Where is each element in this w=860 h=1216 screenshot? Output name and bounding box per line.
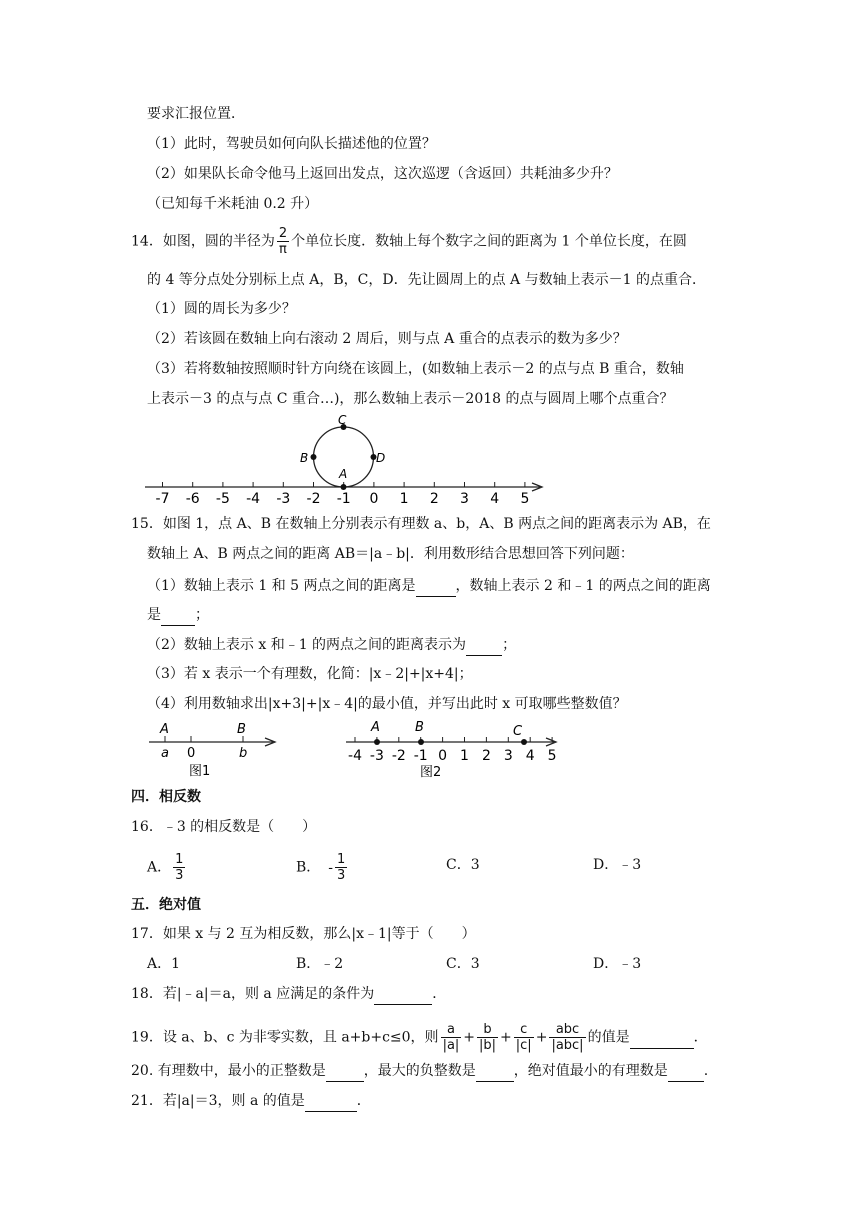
q18 xyxy=(131,984,446,1005)
figure-2-caption: 图2 xyxy=(420,765,442,780)
q19-end: ． xyxy=(693,1029,708,1046)
q19-fraction-abc xyxy=(549,1022,585,1053)
q14-figure xyxy=(140,415,550,507)
q20-text-b: ，最大的负整数是 xyxy=(363,1063,476,1079)
tick-label: 3 xyxy=(460,491,469,507)
label-d: D xyxy=(376,451,386,465)
label-c: C xyxy=(338,415,347,427)
q16-stem: 16．﹣3 的相反数是（ ） xyxy=(131,819,317,835)
q19-text-b: 的值是 xyxy=(587,1029,630,1046)
label-a-value: a xyxy=(161,746,169,761)
plus-sign: + xyxy=(500,1029,512,1046)
answer-blank[interactable] xyxy=(630,1028,694,1049)
q14-suffix: 个单位长度．数轴上每个数字之间的距离为 1 个单位长度，在圆 xyxy=(291,233,687,250)
answer-blank[interactable] xyxy=(668,1061,704,1082)
tick-label: -4 xyxy=(348,748,362,764)
q14-line-1 xyxy=(131,226,687,257)
frac-num: c xyxy=(514,1022,534,1038)
q21 xyxy=(131,1091,371,1112)
frac-den: |a| xyxy=(442,1038,460,1053)
frac-num: 1 xyxy=(337,852,346,867)
q15-figure-2 xyxy=(340,718,565,780)
label-a: A xyxy=(339,467,348,481)
tick-label: 4 xyxy=(525,748,535,764)
frac-num: abc xyxy=(549,1022,585,1038)
tick-label: -1 xyxy=(336,491,351,507)
q14-line-6: 上表示－3 的点与点 C 重合…)，那么数轴上表示－2018 的点与圆周上哪个点重合？ xyxy=(147,391,674,407)
q13-part-1: （1）此时，驾驶员如何向队长描述他的位置？ xyxy=(147,136,436,152)
q19 xyxy=(131,1022,708,1053)
tick-label: -6 xyxy=(185,491,200,507)
tick-label: 1 xyxy=(460,748,469,764)
q16-option-a[interactable] xyxy=(147,852,187,883)
q14-line-2: 的 4 等分点处分别标上点 A，B，C，D．先让圆周上的点 A 与数轴上表示－1 的点重合． xyxy=(147,272,706,288)
answer-blank[interactable] xyxy=(326,1061,364,1082)
q15-part-2-text: （2）数轴上表示 x 和﹣1 的两点之间的距离表示为 xyxy=(147,637,467,653)
option-b-label: B． xyxy=(296,859,321,876)
option-a-fraction xyxy=(173,852,185,883)
q16-option-c[interactable]: C．3 xyxy=(446,857,480,873)
q14-part-3: （3）若将数轴按照顺时针方向绕在该圆上，(如数轴上表示－2 的点与点 B 重合，数轴 xyxy=(147,361,684,377)
q17-option-b[interactable]: B．﹣2 xyxy=(296,956,344,972)
label-c: C xyxy=(513,724,523,739)
frac-den: 3 xyxy=(175,868,184,883)
frac-num: a xyxy=(441,1022,462,1038)
minus-sign: - xyxy=(328,859,334,876)
tick-label: 5 xyxy=(547,748,557,764)
frac-den: |c| xyxy=(515,1038,532,1053)
tick-label: -3 xyxy=(276,491,291,507)
label-b: B xyxy=(300,451,309,465)
label-b-value: b xyxy=(239,746,248,761)
tick-label: -2 xyxy=(306,491,321,507)
answer-blank[interactable] xyxy=(374,984,432,1005)
tick-label: -5 xyxy=(215,491,230,507)
tick-label: -7 xyxy=(155,491,170,507)
q18-text: 18．若|﹣a|＝a，则 a 应满足的条件为 xyxy=(131,986,375,1002)
label-b: B xyxy=(415,720,424,735)
option-a-label: A． xyxy=(147,859,172,876)
tick-label: -2 xyxy=(391,748,406,764)
frac-num: 1 xyxy=(175,852,184,867)
tick-label: 0 xyxy=(369,491,379,507)
option-b-fraction xyxy=(335,852,347,883)
point-a-dot xyxy=(374,739,380,745)
q15-part-1-text-b: ，数轴上表示 2 和﹣1 的两点之间的距离 xyxy=(455,578,711,594)
q15-line-4 xyxy=(147,605,209,626)
frac-den: |b| xyxy=(479,1038,497,1053)
section-5-heading: 五．绝对值 xyxy=(131,897,201,913)
answer-blank[interactable] xyxy=(161,605,195,626)
q14-frac-num: 2 xyxy=(278,226,288,241)
answer-blank[interactable] xyxy=(466,635,502,656)
q14-prefix: 14．如图，圆的半径为 xyxy=(131,233,275,250)
tick-label: -4 xyxy=(246,491,261,507)
q15-line-1: 15．如图 1，点 A、B 在数轴上分别表示有理数 a、b，A、B 两点之间的距离表示为 AB，在 xyxy=(131,516,711,532)
q20-text-c: ，绝对值最小的有理数是 xyxy=(513,1063,668,1079)
point-b-dot xyxy=(418,739,424,745)
plus-sign: + xyxy=(463,1029,476,1046)
tick-label: -1 xyxy=(413,748,428,764)
answer-blank[interactable] xyxy=(416,576,456,597)
q21-text: 21．若|a|＝3，则 a 的值是 xyxy=(131,1093,305,1109)
figure-1-caption: 图1 xyxy=(189,764,211,779)
q15-part-2-end: ； xyxy=(502,637,517,653)
tick-label: 2 xyxy=(429,491,439,507)
q17-stem: 17．如果 x 与 2 互为相反数，那么|x﹣1|等于（ ） xyxy=(131,926,476,942)
tick-label: 1 xyxy=(399,491,409,507)
q15-part-1 xyxy=(147,576,711,597)
q17-option-a[interactable]: A．1 xyxy=(147,956,181,972)
q15-part-2 xyxy=(147,635,516,656)
answer-blank[interactable] xyxy=(305,1091,357,1112)
q15-line-4-end: ； xyxy=(195,607,209,623)
q17-option-c[interactable]: C．3 xyxy=(446,956,480,972)
q18-end: ． xyxy=(432,986,447,1002)
q15-part-3: （3）若 x 表示一个有理数，化简：|x﹣2|+|x+4|； xyxy=(147,666,473,682)
q14-frac-den: π xyxy=(279,242,287,257)
label-a-point: A xyxy=(160,722,169,737)
point-b-dot xyxy=(311,454,317,460)
q16-option-d[interactable]: D．﹣3 xyxy=(593,857,642,873)
q19-text: 19．设 a、b、c 为非零实数，且 a+b+c≤0，则 xyxy=(131,1029,439,1046)
q13-note: （已知每千米耗油 0.2 升） xyxy=(147,196,319,212)
q19-fraction-c xyxy=(514,1022,534,1053)
q20 xyxy=(131,1061,708,1082)
label-zero: 0 xyxy=(187,746,196,761)
q14-radius-fraction xyxy=(277,226,289,257)
q14-part-2: （2）若该圆在数轴上向右滚动 2 周后，则与点 A 重合的点表示的数为多少？ xyxy=(147,331,627,347)
q15-part-1-text: （1）数轴上表示 1 和 5 两点之间的距离是 xyxy=(147,578,416,594)
q20-end: . xyxy=(703,1063,709,1079)
tick-label: 5 xyxy=(520,491,530,507)
plus-sign: + xyxy=(535,1029,548,1046)
answer-blank[interactable] xyxy=(476,1061,514,1082)
point-c-dot xyxy=(521,739,527,745)
q15-figure-1 xyxy=(145,718,280,780)
tick-label: 2 xyxy=(481,748,491,764)
q13-line-1: 要求汇报位置． xyxy=(147,106,245,122)
frac-den: 3 xyxy=(337,868,346,883)
tick-label: -3 xyxy=(369,748,384,764)
q16-option-b[interactable] xyxy=(296,852,349,883)
tick-label: 4 xyxy=(490,491,500,507)
q15-line-4-text: 是 xyxy=(147,607,161,623)
q14-part-1: （1）圆的周长为多少？ xyxy=(147,301,296,317)
q17-option-d[interactable]: D．﹣3 xyxy=(593,956,642,972)
section-4-heading: 四．相反数 xyxy=(131,789,201,805)
label-b-point: B xyxy=(237,722,246,737)
q13-part-2: （2）如果队长命令他马上返回出发点，这次巡逻（含返回）共耗油多少升？ xyxy=(147,166,618,182)
frac-num: b xyxy=(477,1022,498,1038)
tick-label: 3 xyxy=(503,748,513,764)
q20-text-a: 20. 有理数中，最小的正整数是 xyxy=(131,1063,326,1079)
q15-part-4: （4）利用数轴求出|x+3|+|x﹣4|的最小值，并写出此时 x 可取哪些整数值？ xyxy=(147,696,627,712)
frac-den: |abc| xyxy=(551,1038,584,1053)
label-a: A xyxy=(371,720,380,735)
point-a-dot xyxy=(341,484,347,490)
q15-line-2: 数轴上 A、B 两点之间的距离 AB＝|a﹣b|．利用数形结合思想回答下列问题： xyxy=(147,546,634,562)
tick-label: 0 xyxy=(438,748,448,764)
q21-end: ． xyxy=(356,1093,371,1109)
q19-fraction-b xyxy=(477,1022,498,1053)
q19-fraction-a xyxy=(441,1022,462,1053)
